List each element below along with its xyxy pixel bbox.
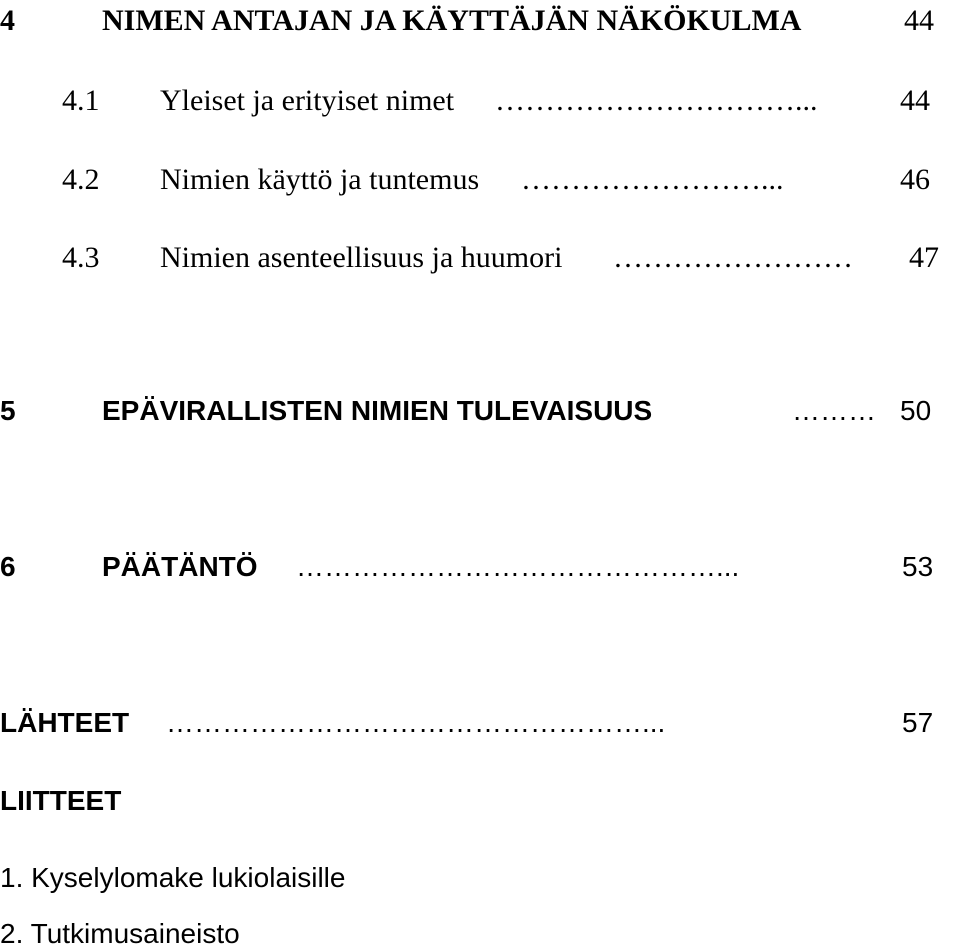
- toc-title: Nimien asenteellisuus ja huumori: [160, 241, 563, 274]
- toc-number: 4.2: [62, 163, 100, 196]
- toc-title: Nimien käyttö ja tuntemus: [160, 163, 480, 196]
- toc-number: 4: [0, 4, 15, 37]
- toc-page-number: 44: [900, 84, 930, 117]
- toc-leader-dots: ……………………………………………...: [166, 709, 666, 737]
- toc-entry-5: [0, 397, 960, 429]
- toc-leader-dots: ………………………………………...: [296, 553, 740, 581]
- toc-page-number: 44: [904, 4, 934, 37]
- toc-title: Yleiset ja erityiset nimet: [160, 84, 455, 117]
- appendix-heading: LIITTEET: [0, 785, 122, 816]
- toc-title: NIMEN ANTAJAN JA KÄYTTÄJÄN NÄKÖKULMA: [102, 4, 802, 37]
- toc-number: 6: [0, 551, 16, 582]
- toc-entry-4: [0, 6, 960, 40]
- toc-title: LÄHTEET: [0, 707, 130, 738]
- toc-entry-lahteet: [0, 709, 960, 741]
- toc-page-number: 57: [902, 707, 934, 738]
- toc-page-number: 47: [909, 241, 939, 274]
- toc-page-number: 50: [900, 395, 932, 426]
- toc-title: EPÄVIRALLISTEN NIMIEN TULEVAISUUS: [102, 395, 653, 426]
- toc-number: 5: [0, 395, 16, 426]
- toc-entry-4-3: [0, 243, 960, 277]
- appendix-item: 1. Kyselylomake lukiolaisille: [0, 862, 346, 893]
- toc-entry-4-1: [0, 86, 960, 120]
- toc-entry-6: [0, 553, 960, 585]
- toc-leader-dots: ……………………: [613, 243, 853, 273]
- toc-entry-4-2: [0, 165, 960, 199]
- toc-page-number: 53: [902, 551, 934, 582]
- toc-leader-dots: ………: [792, 397, 876, 425]
- toc-number: 4.3: [62, 241, 100, 274]
- toc-title: PÄÄTÄNTÖ: [102, 551, 258, 582]
- toc-leader-dots: ……………………...: [521, 165, 784, 195]
- toc-page-number: 46: [900, 163, 930, 196]
- toc-number: 4.1: [62, 84, 100, 117]
- appendix-item: 2. Tutkimusaineisto: [0, 918, 240, 949]
- toc-leader-dots: …………………………...: [495, 86, 818, 116]
